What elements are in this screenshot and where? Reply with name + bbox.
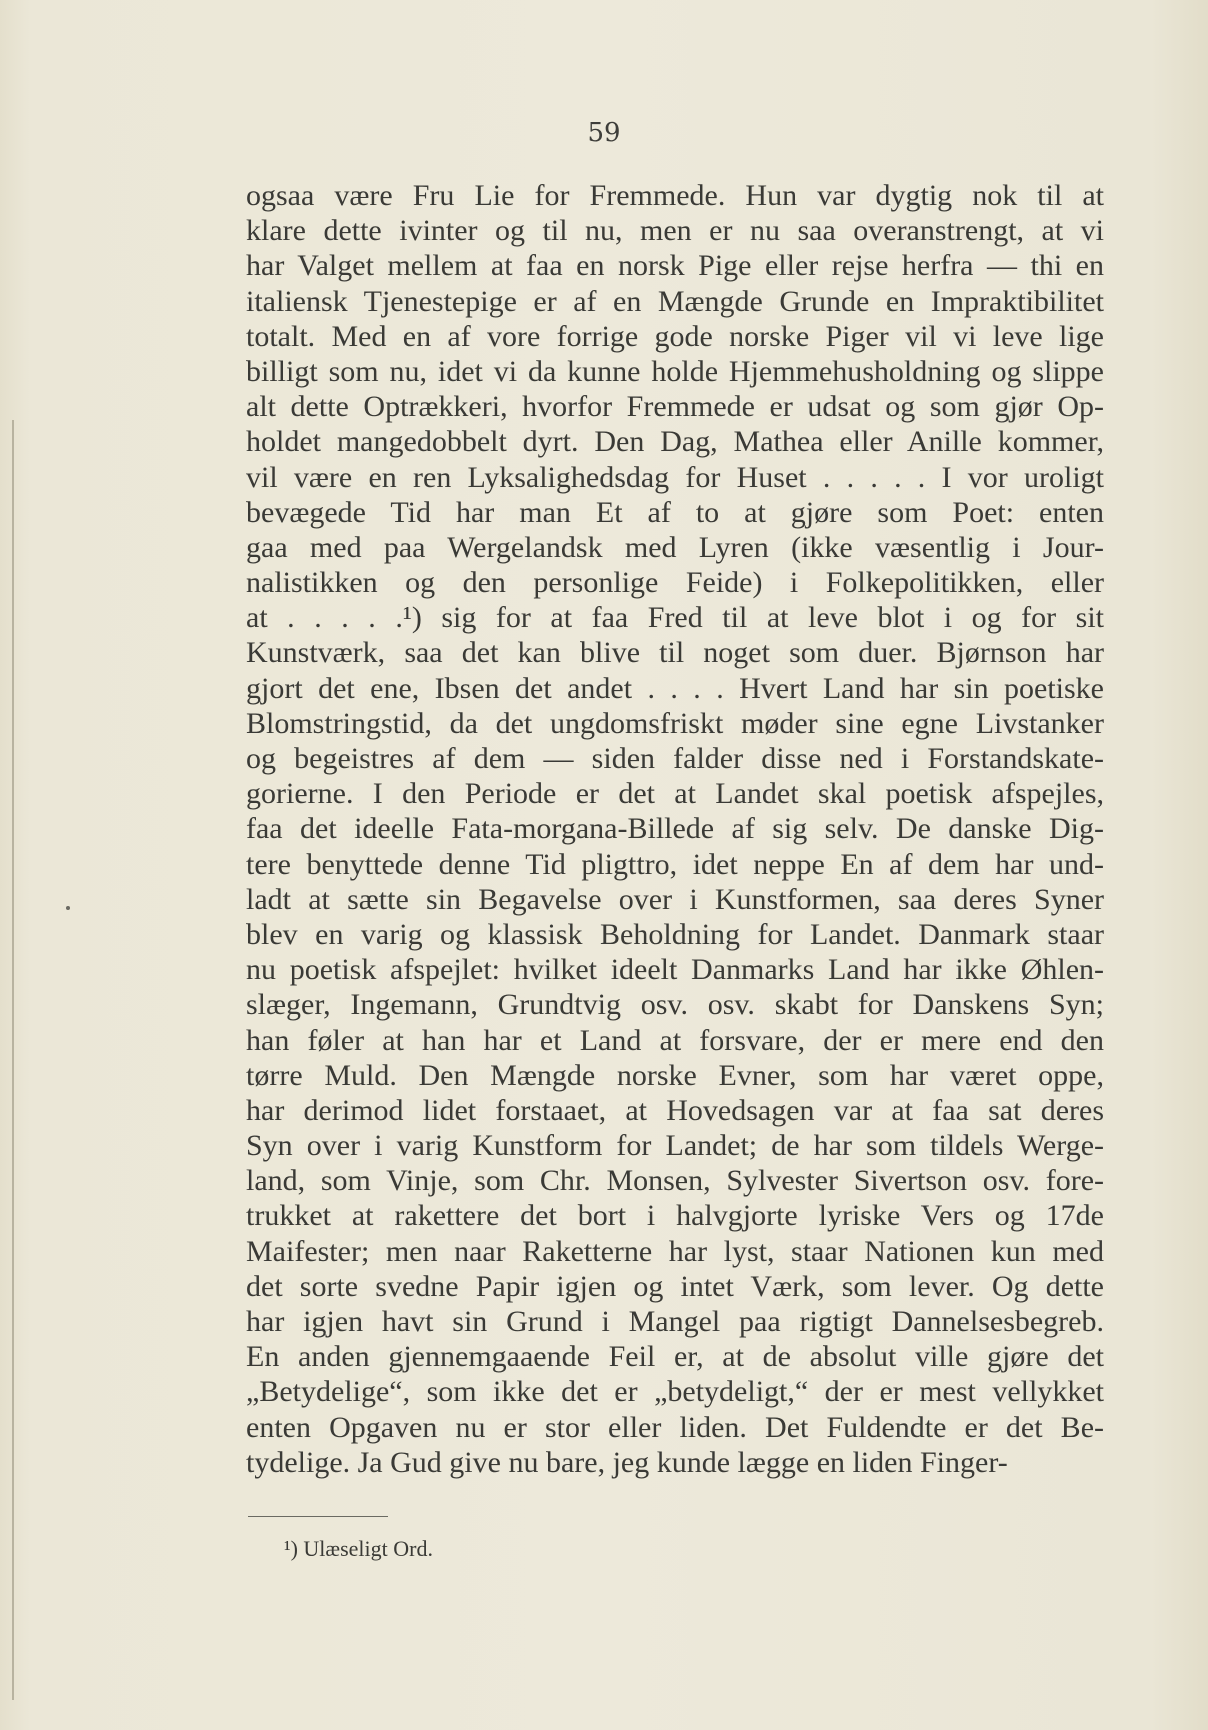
body-text (246, 178, 1104, 1480)
paper-speck (66, 906, 70, 910)
footnote-marker: ¹) (284, 1536, 298, 1561)
text-line: billigt som nu, idet vi da kunne holde Hjemmehusholdning og slippe (246, 354, 1104, 388)
text-line: alt dette Optrækkeri, hvorfor Fremmede er udsat og som gjør Op- (246, 390, 1104, 424)
footnote (284, 1536, 433, 1562)
text-line: ogsaa være Fru Lie for Fremmede. Hun var dygtig nok til at (246, 179, 1104, 212)
text-line: har derimod lidet forstaaet, at Hovedsagen var at faa sat deres (246, 1093, 1104, 1127)
text-line: tere benyttede denne Tid pligttro, idet neppe En af dem har und- (246, 847, 1104, 881)
text-line: Syn over i varig Kunstform for Landet; de har som tildels Werge- (246, 1129, 1104, 1163)
text-line: har igjen havt sin Grund i Mangel paa rigtigt Dannelsesbegreb. (246, 1305, 1104, 1338)
text-line: Maifester; men naar Raketterne har lyst, staar Nationen kun med (246, 1234, 1104, 1268)
text-line: vil være en ren Lyksalighedsdag for Huset . . . . . I vor uroligt (246, 460, 1104, 494)
text-line: totalt. Med en af vore forrige gode norske Piger vil vi leve lige (246, 319, 1104, 353)
text-line: tørre Muld. Den Mængde norske Evner, som har været oppe, (246, 1058, 1104, 1092)
footnote-separator (248, 1516, 388, 1517)
page-binding-edge (12, 420, 14, 1700)
text-line: trukket at rakettere det bort i halvgjorte lyriske Vers og 17de (246, 1199, 1104, 1233)
text-line: har Valget mellem at faa en norsk Pige eller rejse herfra — thi en (246, 249, 1104, 283)
text-line: italiensk Tjenestepige er af en Mængde Grunde en Impraktibilitet (246, 284, 1104, 318)
footnote-text: Ulæseligt Ord. (303, 1536, 433, 1561)
text-line: faa det ideelle Fata-morgana-Billede af sig selv. De danske Dig- (246, 812, 1104, 846)
text-line: gaa med paa Wergelandsk med Lyren (ikke væsentlig i Jour- (246, 530, 1104, 564)
text-line: nalistikken og den personlige Feide) i Folkepolitikken, eller (246, 566, 1104, 600)
text-line: og begeistres af dem — siden falder disse ned i Forstandskate- (246, 742, 1104, 775)
text-line: enten Opgaven nu er stor eller liden. Det Fuldendte er det Be- (246, 1410, 1104, 1444)
text-line: han føler at han har et Land at forsvare, der er mere end den (246, 1023, 1104, 1057)
text-line: blev en varig og klassisk Beholdning for Landet. Danmark staar (246, 917, 1104, 951)
text-line: Blomstringstid, da det ungdomsfriskt møder sine egne Livstanker (246, 706, 1104, 740)
text-line: „Betydelige“, som ikke det er „betydeligt,“ der er mest vellykket (246, 1375, 1104, 1409)
text-line: En anden gjennemgaaende Feil er, at de absolut ville gjøre det (246, 1340, 1104, 1374)
text-line: holdet mangedobbelt dyrt. Den Dag, Mathea eller Anille kommer, (246, 425, 1104, 459)
text-line: bevægede Tid har man Et af to at gjøre som Poet: enten (246, 495, 1104, 529)
text-line: nu poetisk afspejlet: hvilket ideelt Danmarks Land har ikke Øhlen- (246, 953, 1104, 987)
text-line: ladt at sætte sin Begavelse over i Kunstformen, saa deres Syner (246, 882, 1104, 916)
text-line: slæger, Ingemann, Grundtvig osv. osv. skabt for Danskens Syn; (246, 988, 1104, 1022)
page-number: 59 (587, 118, 621, 148)
text-line: gorierne. I den Periode er det at Landet skal poetisk afspejles, (246, 777, 1104, 811)
text-line: klare dette ivinter og til nu, men er nu saa overanstrengt, at vi (246, 214, 1104, 248)
text-line: tydelige. Ja Gud give nu bare, jeg kunde lægge en liden Finger- (246, 1445, 1008, 1479)
text-line: land, som Vinje, som Chr. Monsen, Sylvester Sivertson osv. fore- (246, 1164, 1104, 1198)
text-line: det sorte svedne Papir igjen og intet Værk, som lever. Og dette (246, 1269, 1104, 1303)
text-line: at . . . . .¹) sig for at faa Fred til at leve blot i og for sit (246, 601, 1104, 635)
text-line: gjort det ene, Ibsen det andet . . . . Hvert Land har sin poetiske (246, 671, 1104, 705)
text-line: Kunstværk, saa det kan blive til noget som duer. Bjørnson har (246, 636, 1104, 670)
